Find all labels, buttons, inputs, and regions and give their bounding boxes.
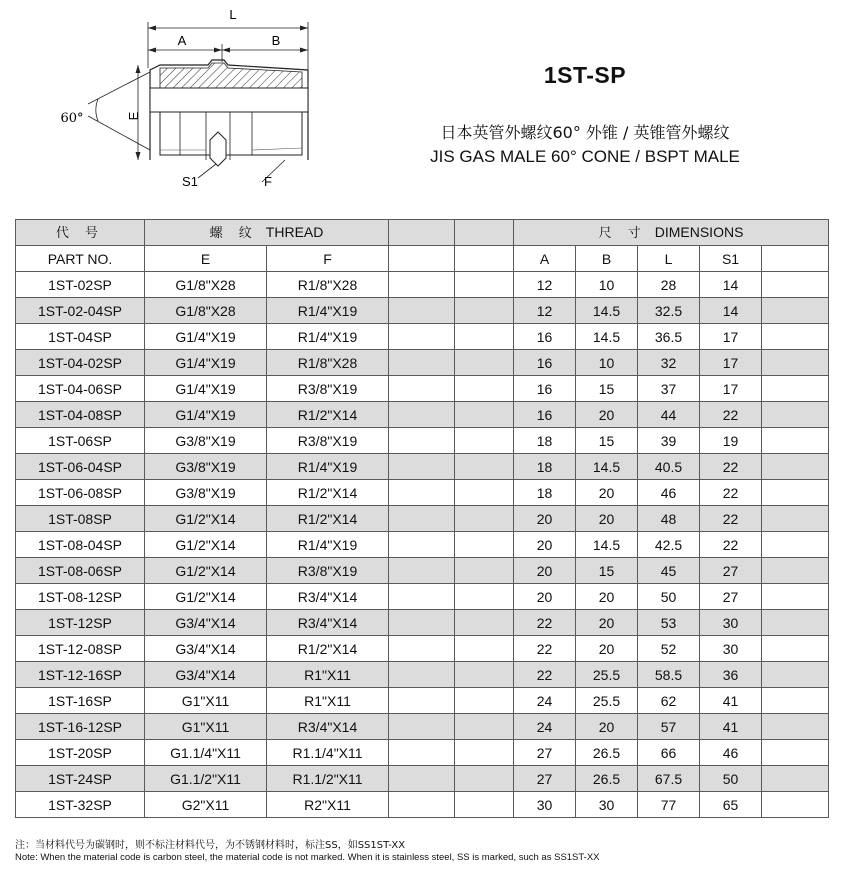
part-no-cell: 1ST-04-08SP <box>16 402 145 428</box>
thread-e-cell: G1/4"X19 <box>145 376 267 402</box>
blank-cell <box>762 272 829 298</box>
blank-cell <box>389 662 455 688</box>
header-col-F: F <box>267 246 389 272</box>
thread-f-cell: R3/4"X14 <box>267 584 389 610</box>
thread-f-cell: R3/4"X14 <box>267 714 389 740</box>
dim-l-cell: 44 <box>638 402 700 428</box>
dim-l-cell: 52 <box>638 636 700 662</box>
blank-cell <box>762 506 829 532</box>
dim-l-cell: 45 <box>638 558 700 584</box>
blank-cell <box>455 376 514 402</box>
dim-s1-cell: 22 <box>700 402 762 428</box>
blank-cell <box>389 532 455 558</box>
thread-f-cell: R1/2"X14 <box>267 636 389 662</box>
dim-a-cell: 12 <box>514 298 576 324</box>
blank-cell <box>762 428 829 454</box>
dim-l-cell: 37 <box>638 376 700 402</box>
dim-l-cell: 50 <box>638 584 700 610</box>
thread-e-cell: G3/8"X19 <box>145 454 267 480</box>
dim-a-cell: 24 <box>514 714 576 740</box>
blank-cell <box>762 792 829 818</box>
blank-cell <box>762 714 829 740</box>
thread-f-cell: R3/8"X19 <box>267 428 389 454</box>
blank-cell <box>455 792 514 818</box>
dim-b-cell: 15 <box>576 376 638 402</box>
thread-e-cell: G1.1/2"X11 <box>145 766 267 792</box>
dim-a-cell: 18 <box>514 480 576 506</box>
dim-a-cell: 24 <box>514 688 576 714</box>
blank-cell <box>455 350 514 376</box>
blank-cell <box>389 584 455 610</box>
dim-a-cell: 27 <box>514 766 576 792</box>
blank-cell <box>389 376 455 402</box>
part-no-cell: 1ST-12SP <box>16 610 145 636</box>
dim-a-cell: 30 <box>514 792 576 818</box>
header-col-L: L <box>638 246 700 272</box>
part-no-cell: 1ST-24SP <box>16 766 145 792</box>
dim-a-cell: 12 <box>514 272 576 298</box>
dim-b-cell: 15 <box>576 428 638 454</box>
blank-cell <box>762 662 829 688</box>
blank-cell <box>389 480 455 506</box>
header-row-1 <box>16 220 829 246</box>
dim-b-cell: 25.5 <box>576 662 638 688</box>
table-row <box>16 298 829 324</box>
part-no-cell: 1ST-16SP <box>16 688 145 714</box>
thread-e-cell: G1.1/4"X11 <box>145 740 267 766</box>
dim-l-cell: 42.5 <box>638 532 700 558</box>
dim-s1-cell: 36 <box>700 662 762 688</box>
header-blank <box>762 246 829 272</box>
blank-cell <box>389 272 455 298</box>
dim-b-cell: 14.5 <box>576 532 638 558</box>
blank-cell <box>762 766 829 792</box>
thread-e-cell: G1/2"X14 <box>145 558 267 584</box>
blank-cell <box>455 688 514 714</box>
blank-cell <box>389 558 455 584</box>
dim-b-cell: 20 <box>576 636 638 662</box>
table-row <box>16 584 829 610</box>
blank-cell <box>762 298 829 324</box>
dim-s1-cell: 50 <box>700 766 762 792</box>
thread-f-cell: R1/4"X19 <box>267 532 389 558</box>
dim-b-cell: 20 <box>576 506 638 532</box>
dim-s1-cell: 14 <box>700 272 762 298</box>
blank-cell <box>762 454 829 480</box>
dim-s1-cell: 17 <box>700 324 762 350</box>
dim-b-cell: 10 <box>576 350 638 376</box>
thread-f-cell: R1/4"X19 <box>267 324 389 350</box>
dim-l-cell: 36.5 <box>638 324 700 350</box>
part-no-cell: 1ST-20SP <box>16 740 145 766</box>
thread-f-cell: R1/4"X19 <box>267 298 389 324</box>
blank-cell <box>762 480 829 506</box>
table-row <box>16 272 829 298</box>
part-no-cell: 1ST-08-12SP <box>16 584 145 610</box>
part-no-cell: 1ST-04-02SP <box>16 350 145 376</box>
dim-l-cell: 57 <box>638 714 700 740</box>
header-col-E: E <box>145 246 267 272</box>
thread-e-cell: G2"X11 <box>145 792 267 818</box>
part-no-cell: 1ST-08-04SP <box>16 532 145 558</box>
blank-cell <box>389 506 455 532</box>
dim-L-label: L <box>229 7 237 22</box>
dim-b-cell: 20 <box>576 480 638 506</box>
dim-E-label: E <box>126 111 141 121</box>
part-no-cell: 1ST-02SP <box>16 272 145 298</box>
thread-f-cell: R1/2"X14 <box>267 480 389 506</box>
header-blank <box>389 246 455 272</box>
blank-cell <box>455 714 514 740</box>
dim-s1-cell: 41 <box>700 688 762 714</box>
dim-b-cell: 20 <box>576 584 638 610</box>
dim-b-cell: 26.5 <box>576 766 638 792</box>
thread-e-cell: G1/4"X19 <box>145 324 267 350</box>
thread-e-cell: G1/2"X14 <box>145 532 267 558</box>
header-row-2 <box>16 246 829 272</box>
table-row <box>16 662 829 688</box>
table-row <box>16 376 829 402</box>
thread-f-cell: R1/4"X19 <box>267 454 389 480</box>
blank-cell <box>762 532 829 558</box>
subtitle-english: JIS GAS MALE 60° CONE / BSPT MALE <box>430 147 740 166</box>
dim-b-cell: 25.5 <box>576 688 638 714</box>
dim-s1-cell: 41 <box>700 714 762 740</box>
thread-f-cell: R3/4"X14 <box>267 610 389 636</box>
dim-a-cell: 16 <box>514 376 576 402</box>
angle-label: 60° <box>60 111 84 126</box>
blank-cell <box>455 558 514 584</box>
blank-cell <box>762 688 829 714</box>
dim-b-cell: 20 <box>576 714 638 740</box>
thread-f-cell: R1/2"X14 <box>267 402 389 428</box>
header-code-cn: 代 号 <box>16 220 145 246</box>
dim-l-cell: 62 <box>638 688 700 714</box>
blank-cell <box>389 740 455 766</box>
blank-cell <box>455 480 514 506</box>
thread-f-cell: R1"X11 <box>267 662 389 688</box>
table-row <box>16 402 829 428</box>
table-row <box>16 740 829 766</box>
table-row <box>16 636 829 662</box>
blank-cell <box>389 402 455 428</box>
part-no-cell: 1ST-04-06SP <box>16 376 145 402</box>
blank-cell <box>455 636 514 662</box>
blank-cell <box>389 324 455 350</box>
dim-s1-cell: 65 <box>700 792 762 818</box>
dim-l-cell: 53 <box>638 610 700 636</box>
blank-cell <box>762 636 829 662</box>
dim-l-cell: 67.5 <box>638 766 700 792</box>
dim-a-cell: 20 <box>514 532 576 558</box>
dim-b-cell: 14.5 <box>576 298 638 324</box>
blank-cell <box>455 610 514 636</box>
thread-f-cell: R1/2"X14 <box>267 506 389 532</box>
table-row <box>16 558 829 584</box>
dim-B-label: B <box>271 33 281 48</box>
thread-f-cell: R3/8"X19 <box>267 558 389 584</box>
S1-label: S1 <box>182 174 198 189</box>
thread-e-cell: G3/4"X14 <box>145 610 267 636</box>
dim-s1-cell: 46 <box>700 740 762 766</box>
part-no-cell: 1ST-32SP <box>16 792 145 818</box>
thread-e-cell: G3/8"X19 <box>145 480 267 506</box>
blank-cell <box>455 662 514 688</box>
part-no-cell: 1ST-16-12SP <box>16 714 145 740</box>
dim-a-cell: 22 <box>514 636 576 662</box>
dim-s1-cell: 30 <box>700 636 762 662</box>
dim-l-cell: 32 <box>638 350 700 376</box>
thread-f-cell: R2"X11 <box>267 792 389 818</box>
blank-cell <box>389 636 455 662</box>
thread-f-cell: R1.1/4"X11 <box>267 740 389 766</box>
thread-e-cell: G1/8"X28 <box>145 298 267 324</box>
blank-cell <box>455 298 514 324</box>
part-no-cell: 1ST-08SP <box>16 506 145 532</box>
table-row <box>16 454 829 480</box>
table-row <box>16 324 829 350</box>
header-thread: 螺 纹 THREAD <box>145 220 389 246</box>
thread-e-cell: G3/4"X14 <box>145 662 267 688</box>
dim-a-cell: 20 <box>514 584 576 610</box>
dim-a-cell: 18 <box>514 454 576 480</box>
part-no-cell: 1ST-12-08SP <box>16 636 145 662</box>
dim-a-cell: 27 <box>514 740 576 766</box>
dim-b-cell: 15 <box>576 558 638 584</box>
blank-cell <box>455 506 514 532</box>
blank-cell <box>389 454 455 480</box>
table-row <box>16 792 829 818</box>
part-no-cell: 1ST-04SP <box>16 324 145 350</box>
blank-cell <box>455 402 514 428</box>
header-blank <box>455 220 514 246</box>
table-row <box>16 532 829 558</box>
thread-e-cell: G1"X11 <box>145 714 267 740</box>
spec-table <box>15 219 829 818</box>
dim-b-cell: 20 <box>576 402 638 428</box>
dim-a-cell: 16 <box>514 324 576 350</box>
dim-b-cell: 14.5 <box>576 454 638 480</box>
thread-e-cell: G1/2"X14 <box>145 584 267 610</box>
dim-b-cell: 14.5 <box>576 324 638 350</box>
blank-cell <box>455 584 514 610</box>
dim-s1-cell: 27 <box>700 584 762 610</box>
blank-cell <box>455 740 514 766</box>
blank-cell <box>455 766 514 792</box>
blank-cell <box>389 792 455 818</box>
thread-f-cell: R1"X11 <box>267 688 389 714</box>
header-part-no: PART NO. <box>16 246 145 272</box>
dim-s1-cell: 22 <box>700 454 762 480</box>
dim-l-cell: 77 <box>638 792 700 818</box>
dim-s1-cell: 22 <box>700 506 762 532</box>
dim-b-cell: 30 <box>576 792 638 818</box>
dim-s1-cell: 30 <box>700 610 762 636</box>
header-blank <box>455 246 514 272</box>
dim-l-cell: 32.5 <box>638 298 700 324</box>
dim-b-cell: 26.5 <box>576 740 638 766</box>
blank-cell <box>762 376 829 402</box>
table-row <box>16 766 829 792</box>
blank-cell <box>762 740 829 766</box>
fitting-drawing <box>40 0 330 200</box>
dim-A-label: A <box>177 33 187 48</box>
blank-cell <box>455 532 514 558</box>
thread-f-cell: R1/8"X28 <box>267 272 389 298</box>
header-dimensions: 尺 寸 DIMENSIONS <box>514 220 829 246</box>
dim-s1-cell: 17 <box>700 350 762 376</box>
thread-e-cell: G1/4"X19 <box>145 350 267 376</box>
dim-l-cell: 40.5 <box>638 454 700 480</box>
dim-s1-cell: 27 <box>700 558 762 584</box>
blank-cell <box>762 558 829 584</box>
thread-e-cell: G1/8"X28 <box>145 272 267 298</box>
header-col-A: A <box>514 246 576 272</box>
blank-cell <box>389 428 455 454</box>
thread-f-cell: R1.1/2"X11 <box>267 766 389 792</box>
blank-cell <box>455 272 514 298</box>
dim-a-cell: 22 <box>514 662 576 688</box>
note-english: Note: When the material code is carbon steel, the material code is not marked. When it is stainless steel, SS is marked, such as SS1ST-XX <box>15 852 600 863</box>
dim-a-cell: 16 <box>514 350 576 376</box>
blank-cell <box>389 350 455 376</box>
F-label: F <box>264 174 272 189</box>
dim-b-cell: 10 <box>576 272 638 298</box>
part-no-cell: 1ST-06-04SP <box>16 454 145 480</box>
thread-f-cell: R3/8"X19 <box>267 376 389 402</box>
dim-l-cell: 66 <box>638 740 700 766</box>
thread-e-cell: G1/2"X14 <box>145 506 267 532</box>
blank-cell <box>389 766 455 792</box>
page-title: 1ST-SP <box>543 62 627 88</box>
header-col-S1: S1 <box>700 246 762 272</box>
blank-cell <box>455 428 514 454</box>
dim-l-cell: 48 <box>638 506 700 532</box>
blank-cell <box>455 324 514 350</box>
dim-l-cell: 46 <box>638 480 700 506</box>
thread-e-cell: G1"X11 <box>145 688 267 714</box>
dim-s1-cell: 22 <box>700 480 762 506</box>
dim-s1-cell: 19 <box>700 428 762 454</box>
thread-f-cell: R1/8"X28 <box>267 350 389 376</box>
dim-s1-cell: 17 <box>700 376 762 402</box>
table-row <box>16 506 829 532</box>
header-blank <box>389 220 455 246</box>
dim-b-cell: 20 <box>576 610 638 636</box>
dim-l-cell: 58.5 <box>638 662 700 688</box>
table-row <box>16 688 829 714</box>
blank-cell <box>762 350 829 376</box>
thread-e-cell: G3/4"X14 <box>145 636 267 662</box>
part-no-cell: 1ST-06-08SP <box>16 480 145 506</box>
dim-s1-cell: 14 <box>700 298 762 324</box>
blank-cell <box>455 454 514 480</box>
part-no-cell: 1ST-02-04SP <box>16 298 145 324</box>
subtitle-chinese: 日本英管外螺纹60° 外锥 / 英锥管外螺纹 <box>440 123 730 142</box>
dim-s1-cell: 22 <box>700 532 762 558</box>
table-row <box>16 480 829 506</box>
blank-cell <box>389 714 455 740</box>
table-row <box>16 610 829 636</box>
note-chinese: 注：当材料代号为碳钢时，则不标注材料代号，为不锈钢材料时，标注SS，如SS1ST-XX <box>15 840 406 851</box>
blank-cell <box>389 688 455 714</box>
part-no-cell: 1ST-12-16SP <box>16 662 145 688</box>
blank-cell <box>762 324 829 350</box>
header-col-B: B <box>576 246 638 272</box>
table-row <box>16 714 829 740</box>
part-no-cell: 1ST-08-06SP <box>16 558 145 584</box>
thread-e-cell: G1/4"X19 <box>145 402 267 428</box>
table-row <box>16 350 829 376</box>
blank-cell <box>389 298 455 324</box>
blank-cell <box>762 584 829 610</box>
blank-cell <box>762 402 829 428</box>
dim-a-cell: 18 <box>514 428 576 454</box>
dim-a-cell: 22 <box>514 610 576 636</box>
dim-l-cell: 39 <box>638 428 700 454</box>
thread-e-cell: G3/8"X19 <box>145 428 267 454</box>
table-row <box>16 428 829 454</box>
blank-cell <box>762 610 829 636</box>
dim-a-cell: 16 <box>514 402 576 428</box>
blank-cell <box>389 610 455 636</box>
part-no-cell: 1ST-06SP <box>16 428 145 454</box>
dim-a-cell: 20 <box>514 558 576 584</box>
dim-a-cell: 20 <box>514 506 576 532</box>
dim-l-cell: 28 <box>638 272 700 298</box>
